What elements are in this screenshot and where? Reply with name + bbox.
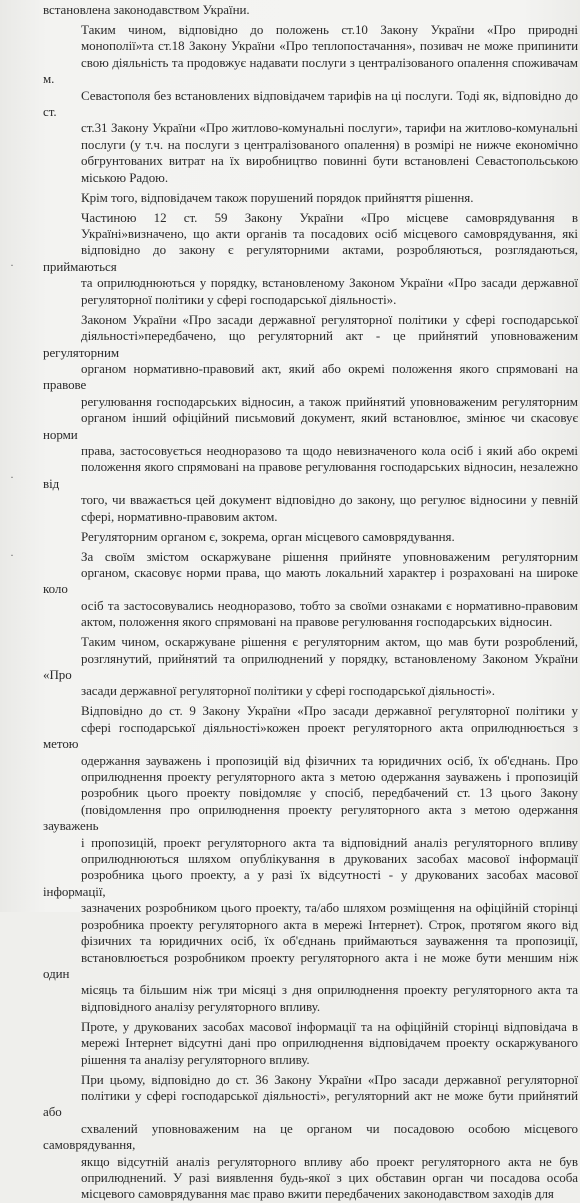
text-line: відповідного аналізу регуляторного впливу. (81, 998, 321, 1014)
text-line: органом, скасовує норми права, що мають локальний характер і розраховані на широке коло (43, 564, 578, 597)
paragraph (43, 2, 578, 18)
text-line: політики у сфері господарської діяльності», регуляторний акт не може бути прийнятий або (43, 1087, 578, 1120)
text-line: мережі Інтернет відсутні дані про оприлюднення відповідачем проекту оскаржуваного (81, 1035, 578, 1051)
margin-mark: · (10, 470, 14, 484)
paragraph (43, 634, 578, 700)
paragraph (43, 703, 578, 1015)
text-line: сфері господарської діяльності»кожен проект регуляторного акта оприлюднюється з метою (43, 719, 578, 752)
text-line: Севастополя без встановлених відповідачем тарифів на ці послуги. Тоді як, відповідно до ст. (43, 87, 578, 120)
text-line: і пропозицій, проект регуляторного акта та відповідний аналіз регуляторного впливу (81, 834, 578, 850)
text-line: встановлена законодавством України. (43, 2, 250, 17)
text-line: відповідно до закону є регуляторними актами, розробляються, розглядаються, приймаються (43, 242, 578, 274)
text-line: оприлюднення проекту регуляторного акта з метою одержання зауважень і пропозицій (81, 769, 578, 785)
text-line: регуляторної політики у сфері господарської діяльності». (81, 291, 397, 307)
paragraph (43, 22, 578, 186)
text-line: Відповідно до ст. 9 Закону України «Про засади державної регуляторної політики у (81, 703, 578, 719)
text-line: Україні»визначено, що акти органів та посадових осіб місцевого самоврядування, які (81, 226, 578, 242)
text-line: Законом України «Про засади державної регуляторної політики у сфері господарської (81, 311, 578, 327)
text-line: регулювання господарських відносин, а також прийнятий уповноваженим регуляторним (81, 393, 578, 409)
text-line: того, чи вважається цей документ відповідно до закону, що регулює відносини у певній (81, 492, 578, 508)
text-line: фізичних та юридичних осіб, їх об'єднань приймаються зауваження та пропозиції, (81, 933, 578, 949)
paragraph (43, 210, 578, 308)
text-line: встановлюється розробником проекту регуляторного акта і не може бути меншим ніж один (43, 949, 578, 981)
text-line: органом нормативно-правовий акт, який або окремі положення якого спрямовані на правове (43, 360, 578, 393)
text-line: Регуляторним органом є, зокрема, орган місцевого самоврядування. (81, 528, 455, 544)
text-line: міською Радою. (81, 169, 169, 185)
text-line: рішення та аналізу регуляторного впливу. (81, 1051, 310, 1067)
text-line: місяць та більшим ніж три місяці з дня оприлюднення проекту регуляторного акта та (81, 982, 578, 998)
text-line: розробника цього проекту, а у разі їх відсутності - у друкованих засобах масової інформації, (43, 867, 578, 899)
text-line: Крім того, відповідачем також порушений порядок прийняття рішення. (81, 189, 474, 205)
document-body (43, 2, 578, 1203)
text-line: схвалений уповноваженим на це органом чи посадовою особою місцевого самоврядування, (43, 1120, 578, 1153)
text-line: одержання зауважень і пропозицій від фізичних та юридичних осіб, їх об'єднань. Про (81, 752, 578, 768)
paragraph (43, 1072, 578, 1203)
text-line: актом, положення якого спрямовані на правове регулювання господарських відносин. (81, 614, 553, 630)
text-line: зазначених розробником цього проекту, та/або шляхом розміщення на офіційній сторінці (81, 900, 578, 916)
text-line: оприлюднений. У разі виявлення будь-якої з цих обставин орган чи посадова особа (81, 1169, 578, 1185)
text-line: За своїм змістом оскаржуване рішення прийняте уповноваженим регуляторним (81, 548, 578, 564)
text-line: свою діяльність та продовжує надавати послуги з централізованого опалення споживачам м. (43, 54, 578, 87)
text-line: органом інший офіційний письмовий документ, який встановлює, змінює чи скасовує норми (43, 410, 578, 442)
paragraph (43, 549, 578, 631)
text-line: (повідомлення про оприлюднення проекту регуляторного акта з метою одержання зауважень (43, 801, 578, 834)
margin-mark: · (10, 548, 14, 562)
paragraph (43, 1019, 578, 1068)
text-line: розглянутий, прийнятий та оприлюднений у порядку, встановленому Законом України «Про (43, 650, 578, 682)
text-line: оприлюднюються шляхом опублікування в друкованих засобах масової інформації (81, 851, 578, 867)
text-line: Проте, у друкованих засобах масової інформації та на офіційній сторінці відповідача в (81, 1018, 578, 1034)
text-line: послуги (у т.ч. на послуги з централізованого опалення) в розмірі не нижче економічно (81, 136, 578, 152)
text-line: При цьому, відповідно до ст. 36 Закону України «Про засади державної регуляторної (81, 1071, 578, 1087)
text-line: осіб та застосовувались неодноразово, тобто за своїми ознаками є нормативно-правовим (81, 597, 578, 613)
text-line: якщо відсутній аналіз регуляторного впливу або проект регуляторного акта не був (81, 1153, 578, 1169)
text-line: обгрунтованих витрат на їх виробництво повинні бути встановлені Севастопольською (81, 153, 578, 169)
text-line: монополії»та ст.18 Закону України «Про теплопостачання», позивач не може припинити (81, 38, 578, 54)
text-line: сфері, нормативно-правовим актом. (81, 508, 278, 524)
text-line: діяльності»передбачено, що регуляторний акт - це прийнятий уповноваженим регуляторним (43, 328, 578, 360)
text-line: місцевого самоврядування має право вжити передбачених законодавством заходів для (81, 1186, 554, 1202)
text-line: положення якого спрямовані на правове регулювання господарських відносин, незалежно від (43, 459, 578, 491)
text-line: Частиною 12 ст. 59 Закону України «Про місцеве самоврядування в (81, 209, 578, 225)
text-line: розробника проекту регуляторного акта в мережі Інтернет). Строк, протягом якого від (81, 916, 578, 932)
text-line: права, застосовується неодноразово та щодо невизначеного кола осіб і який або окремі (81, 442, 578, 458)
paragraph (43, 190, 578, 206)
text-line: Таким чином, відповідно до положень ст.10 Закону України «Про природні (81, 22, 578, 37)
margin-mark: · (10, 258, 14, 272)
text-line: та оприлюднюються у порядку, встановленому Законом України «Про засади державної (81, 275, 578, 291)
text-line: Таким чином, оскаржуване рішення є регуляторним актом, що мав бути розроблений, (81, 634, 578, 650)
paragraph (43, 529, 578, 545)
text-line: засади державної регуляторної політики у сфері господарської діяльності». (81, 683, 495, 699)
paragraph (43, 312, 578, 525)
text-line: ст.31 Закону України «Про житлово-комунальні послуги», тарифи на житлово-комунальні (81, 120, 578, 136)
text-line: розробник цього проекту повідомляє у спосіб, передбачений ст. 13 цього Закону (81, 785, 578, 801)
